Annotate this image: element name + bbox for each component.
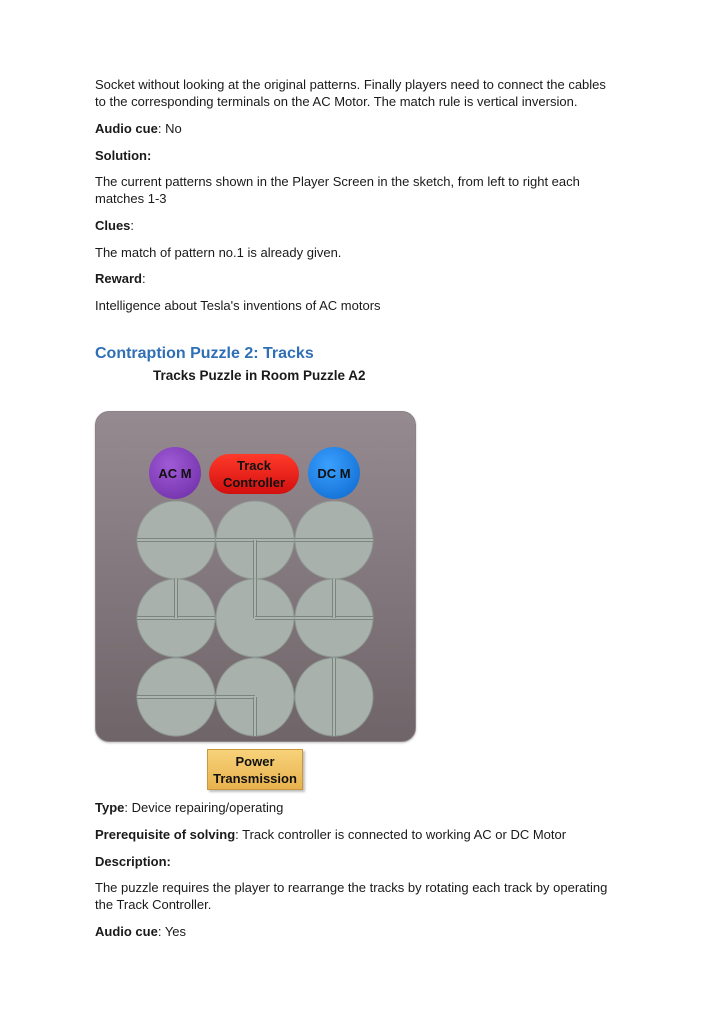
- tracks-puzzle-board: [95, 411, 416, 742]
- ac-motor-node: AC M: [149, 447, 201, 499]
- prereq-label: Prerequisite of solving: [95, 827, 236, 842]
- track-controller-node: Track Controller: [209, 454, 299, 494]
- track-tile: [136, 500, 216, 580]
- track-tile: [294, 500, 374, 580]
- audio-cue-line-1: [95, 120, 620, 137]
- type-line: [95, 799, 620, 816]
- track-tile: [215, 500, 295, 580]
- track-tile: [136, 578, 216, 658]
- solution-label: Solution:: [95, 148, 152, 163]
- clues-line: [95, 217, 620, 234]
- track-tile: [294, 657, 374, 737]
- track-tile: [215, 578, 295, 658]
- audio-cue-value-2: : Yes: [157, 924, 187, 939]
- clues-label: Clues: [95, 218, 131, 233]
- intro-paragraph: Socket without looking at the original patterns. Finally players need to connect the cables to the corresponding terminals on the AC Motor. The match rule is vertical inversion.: [95, 77, 606, 109]
- audio-cue-label: Audio cue: [95, 121, 158, 136]
- power-transmission-box: Power Transmission: [207, 749, 303, 790]
- type-label: Type: [95, 800, 125, 815]
- audio-cue-label-2: Audio cue: [95, 924, 158, 939]
- section-heading: Contraption Puzzle 2: Tracks: [95, 345, 314, 362]
- audio-cue-line-2: [95, 923, 620, 940]
- figure-caption: Tracks Puzzle in Room Puzzle A2: [153, 368, 366, 383]
- reward-text: Intelligence about Tesla's inventions of AC motors: [95, 298, 381, 313]
- type-value: : Device repairing/operating: [124, 800, 284, 815]
- audio-cue-value: : No: [157, 121, 182, 136]
- reward-suffix: :: [141, 271, 146, 286]
- track-tile: [294, 578, 374, 658]
- solution-text: The current patterns shown in the Player Screen in the sketch, from left to right each matches 1-3: [95, 174, 580, 206]
- description-label: Description:: [95, 854, 171, 869]
- reward-line: [95, 270, 620, 287]
- prereq-value: : Track controller is connected to working AC or DC Motor: [235, 827, 567, 842]
- track-tile: [136, 657, 216, 737]
- track-tile: [215, 657, 295, 737]
- description-text: The puzzle requires the player to rearrange the tracks by rotating each track by operating the Track Controller.: [95, 880, 608, 912]
- prereq-line: [95, 826, 620, 843]
- reward-label: Reward: [95, 271, 142, 286]
- clues-text: The match of pattern no.1 is already given.: [95, 245, 342, 260]
- dc-motor-node: DC M: [308, 447, 360, 499]
- clues-suffix: :: [130, 218, 135, 233]
